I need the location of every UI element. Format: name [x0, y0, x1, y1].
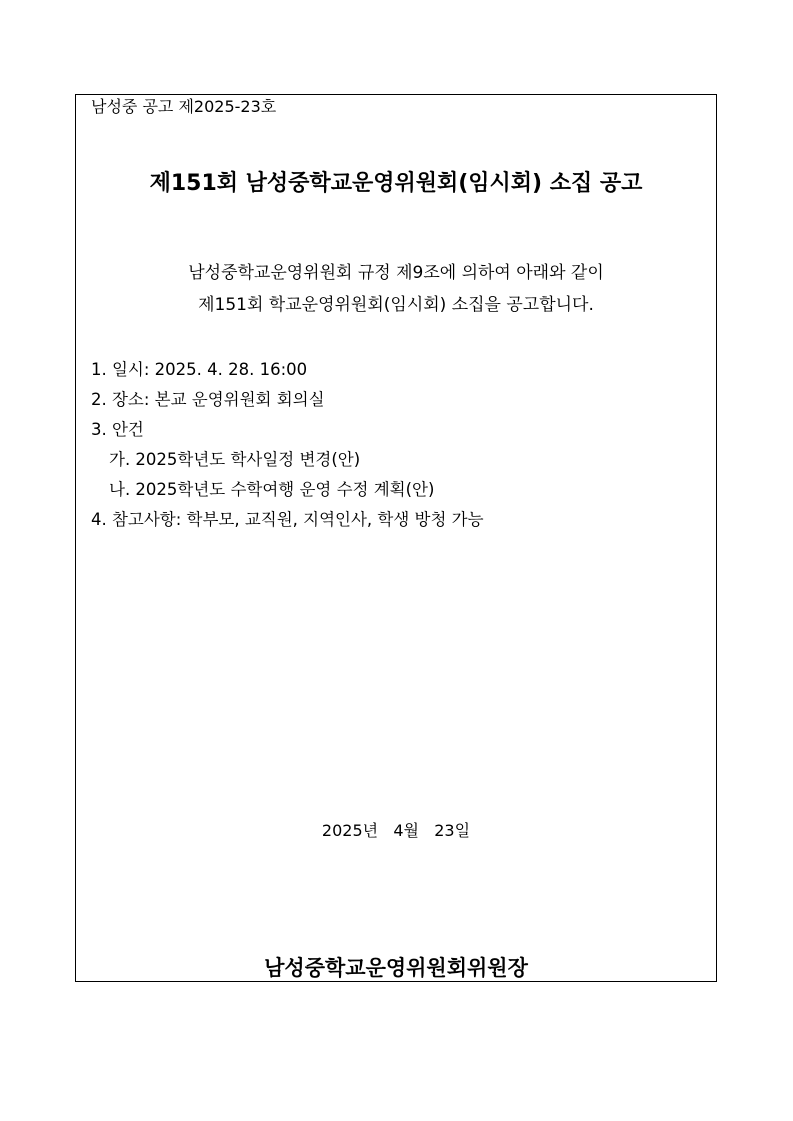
intro-paragraph — [76, 257, 716, 321]
agenda-item-1: 가. 2025학년도 학사일정 변경(안) — [109, 450, 361, 469]
notice-title: 제151회 남성중학교운영위원회(임시회) 소집 공고 — [149, 171, 643, 196]
item-date: 1. 일시: 2025. 4. 28. 16:00 — [91, 360, 308, 379]
signature: 남성중학교운영위원회위원장 — [264, 956, 528, 980]
intro-line-2: 제151회 학교운영위원회(임시회) 소집을 공고합니다. — [198, 295, 594, 315]
intro-line-1: 남성중학교운영위원회 규정 제9조에 의하여 아래와 같이 — [188, 263, 604, 283]
notice-number: 남성중 공고 제2025-23호 — [91, 97, 277, 116]
notice-items — [91, 355, 484, 535]
notice-frame — [75, 94, 717, 982]
item-place: 2. 장소: 본교 운영위원회 회의실 — [91, 390, 325, 409]
issue-date: 2025년 4월 23일 — [321, 821, 471, 840]
item-observers: 4. 참고사항: 학부모, 교직원, 지역인사, 학생 방청 가능 — [91, 510, 484, 529]
agenda-item-2: 나. 2025학년도 수학여행 운영 수정 계획(안) — [109, 480, 435, 499]
item-agenda-heading: 3. 안건 — [91, 420, 144, 439]
